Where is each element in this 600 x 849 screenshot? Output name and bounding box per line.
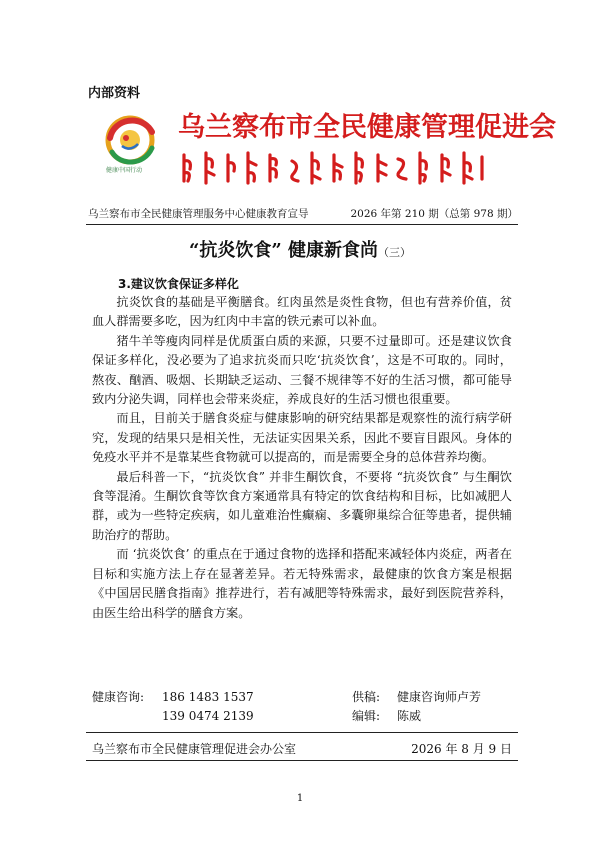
paragraph: 最后科普一下，“抗炎饮食” 并非生酮饮食，不要将 “抗炎饮食” 与生酮饮食等混淆。生酮饮食等饮食方案通常具有特定的饮食结构和目标，比如减肥人群，或为一些特定疾病，如儿童难治性癫痫、多囊卵巢综合征等患者，提供辅助治疗的帮助。	[92, 469, 512, 542]
consult-phone: 139 0474 2139	[162, 709, 254, 723]
footer-rule-top	[86, 732, 518, 733]
article-title	[0, 236, 600, 262]
editor-label: 编辑:	[352, 709, 381, 723]
paragraph: 而 ‘抗炎饮食’ 的重点在于通过食物的选择和搭配来减轻体内炎症，两者在目标和实施方法上存在显著差异。若无特殊需求，最健康的饮食方案是根据《中国居民膳食指南》推荐进行，若有减肥等特殊需求，最好到医院营养科，由医生给出科学的膳食方案。	[92, 547, 512, 620]
contributor-label: 供稿:	[352, 690, 381, 704]
contact-block	[92, 688, 522, 726]
paragraph: 猪牛羊等瘦肉同样是优质蛋白质的来源，只要不过量即可。还是建议饮食保证多样化，没必要为了追求抗炎而只吃‘抗炎饮食’，这是不可取的。同时，熬夜、酗酒、吸烟、长期缺乏运动、三餐不规律等不好的生活习惯，都可能导致内分泌失调，同样也会带来炎症，养成良好的生活习惯也很重要。	[92, 333, 512, 407]
consult-phone: 186 1483 1537	[162, 690, 254, 704]
header-rule	[86, 224, 518, 225]
internal-label: 内部资料	[88, 86, 141, 101]
section-heading: 3.建议饮食保证多样化	[118, 277, 239, 291]
issue-number: 2026 年第 210 期（总第 978 期）	[350, 208, 518, 220]
footer-rule-bottom	[86, 760, 518, 761]
paragraph: 而且，目前关于膳食炎症与健康影响的研究结果都是观察性的流行病学研究，发现的结果只是相关性，无法证实因果关系，因此不要盲目跟风。身体的免疫水平并不是靠某些食物就可以提高的，而是需要全身的总体营养均衡。	[92, 411, 512, 465]
issue-line	[88, 206, 518, 221]
organization-title: 乌兰察布市全民健康管理促进会	[178, 112, 556, 143]
issue-publisher: 乌兰察布市全民健康管理服务中心健康教育宣导	[88, 208, 309, 220]
consult-label: 健康咨询:	[92, 690, 145, 704]
footer-office: 乌兰察布市全民健康管理促进会办公室	[92, 742, 297, 756]
organization-logo	[96, 108, 174, 200]
editor-name: 陈威	[397, 709, 422, 723]
logo-caption: 健康中国行动	[105, 167, 142, 174]
article-title-main: “抗炎饮食” 健康新食尚	[189, 240, 378, 261]
footer	[92, 740, 512, 757]
article-body	[92, 293, 512, 623]
mongolian-script-title	[178, 147, 488, 189]
article-title-part: （三）	[377, 246, 411, 259]
footer-date: 2026 年 8 月 9 日	[411, 742, 512, 756]
contributor-name: 健康咨询师卢芳	[397, 690, 482, 704]
page-number: 1	[296, 793, 304, 804]
paragraph: 抗炎饮食的基础是平衡膳食。红肉虽然是炎性食物，但也有营养价值，贫血人群需要多吃，因为红肉中丰富的铁元素可以补血。	[92, 295, 512, 329]
